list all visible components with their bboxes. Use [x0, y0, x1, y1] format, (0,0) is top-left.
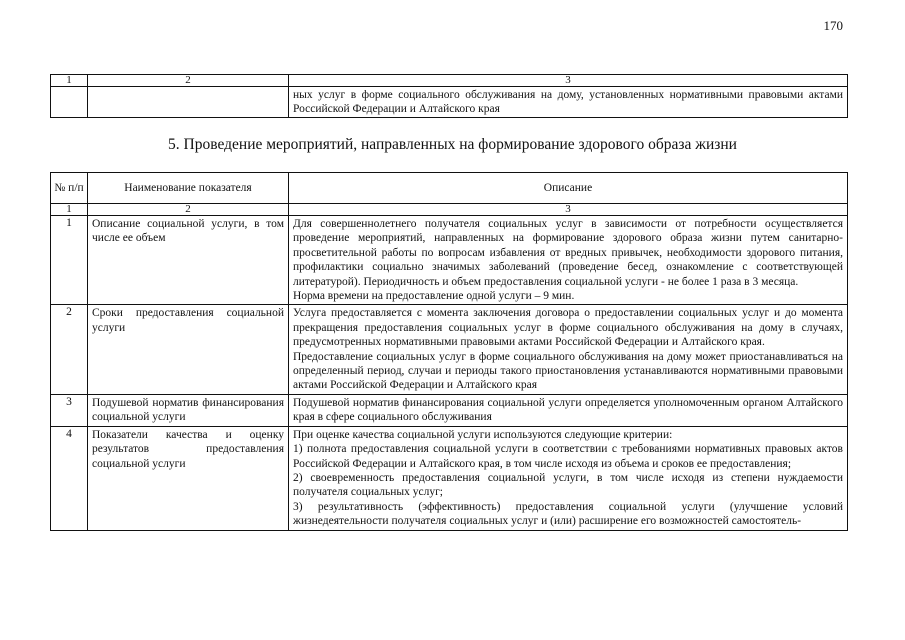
column-number-row — [51, 204, 848, 216]
indicator-name: Сроки предоставления социальной услуги — [88, 305, 289, 394]
description-paragraph: Норма времени на предоставление одной услуги – 9 мин. — [293, 290, 575, 303]
indicator-name: Показатели качества и оценку результатов предоставления социальной услуги — [88, 426, 289, 530]
header-number: № п/п — [51, 173, 88, 204]
empty-cell — [88, 87, 289, 118]
indicator-name: Подушевой норматив финансирования социальной услуги — [88, 394, 289, 426]
table-row — [51, 426, 848, 530]
description-paragraph: Подушевой норматив финансирования социальной услуги определяется уполномоченным органом Алтайского края в сфере социального обслуживания — [293, 396, 843, 424]
row-number: 2 — [51, 305, 88, 394]
empty-cell — [51, 87, 88, 118]
column-number: 2 — [88, 75, 289, 87]
continuation-text: ных услуг в форме социального обслуживания на дому, установленных нормативными правовыми актами Российской Федерации и Алтайского края — [289, 87, 848, 118]
indicator-description — [289, 426, 848, 530]
indicator-description — [289, 216, 848, 305]
description-paragraph: Для совершеннолетнего получателя социальных услуг в зависимости от потребности осуществляется проведение мероприятий, направленных на формирование здорового образа жизни путем санитарно-просветительной работы по вопросам избавления от вредных привычек, необходимости здорового питания, профилактики социально значимых заболеваний (проведение бесед, ознакомление с соответствующей литературой). Периодичность и объем предоставления социальной услуги - не более 1 раза в 3 месяца. — [293, 218, 843, 288]
description-paragraph: Услуга предоставляется с момента заключения договора о предоставлении социальных услуг и до момента прекращения предоставления социальных услуг в форме социального обслуживания на дому в случаях, предусмотренных нормативными правовыми актами Российской Федерации и Алтайского края. — [293, 307, 843, 349]
table-header-row — [51, 173, 848, 204]
column-number: 2 — [88, 204, 289, 216]
header-description: Описание — [289, 173, 848, 204]
column-number: 1 — [51, 204, 88, 216]
indicator-name: Описание социальной услуги, в том числе ее объем — [88, 216, 289, 305]
description-paragraph: 3) результативность (эффективность) предоставления социальной услуги (улучшение условий жизнедеятельности получателя социальных услуг и (или) расширение его возможностей самостоятель- — [293, 500, 843, 528]
description-paragraph: 1) полнота предоставления социальной услуги в соответствии с требованиями нормативных правовых актов Российской Федерации и Алтайского края, в том числе исходя из объема и сроков ее предоставления; — [293, 443, 843, 470]
indicator-description — [289, 305, 848, 394]
column-number: 1 — [51, 75, 88, 87]
indicator-description — [289, 394, 848, 426]
description-paragraph: При оценке качества социальной услуги используются следующие критерии: — [293, 428, 673, 441]
row-number: 3 — [51, 394, 88, 426]
row-number: 1 — [51, 216, 88, 305]
services-table — [50, 172, 848, 531]
column-number: 3 — [289, 75, 848, 87]
section-title: 5. Проведение мероприятий, направленных на формирование здорового образа жизни — [168, 136, 737, 153]
table-row — [51, 87, 848, 118]
column-number: 3 — [289, 204, 848, 216]
column-number-row — [51, 75, 848, 87]
header-name: Наименование показателя — [88, 173, 289, 204]
page-number: 170 — [823, 18, 843, 33]
description-paragraph: 2) своевременность предоставления социальной услуги, в том числе исходя из степени нуждаемости получателя социальных услуг; — [293, 471, 843, 499]
table-row — [51, 394, 848, 426]
table-row — [51, 216, 848, 305]
description-paragraph: Предоставление социальных услуг в форме социального обслуживания на дому может приостанавливаться на определенный период, случаи и периоды такого приостановления устанавливаются нормативными правовыми актами Российской Федерации и Алтайского края — [293, 350, 843, 392]
continuation-table — [50, 74, 848, 118]
table-row — [51, 305, 848, 394]
row-number: 4 — [51, 426, 88, 530]
